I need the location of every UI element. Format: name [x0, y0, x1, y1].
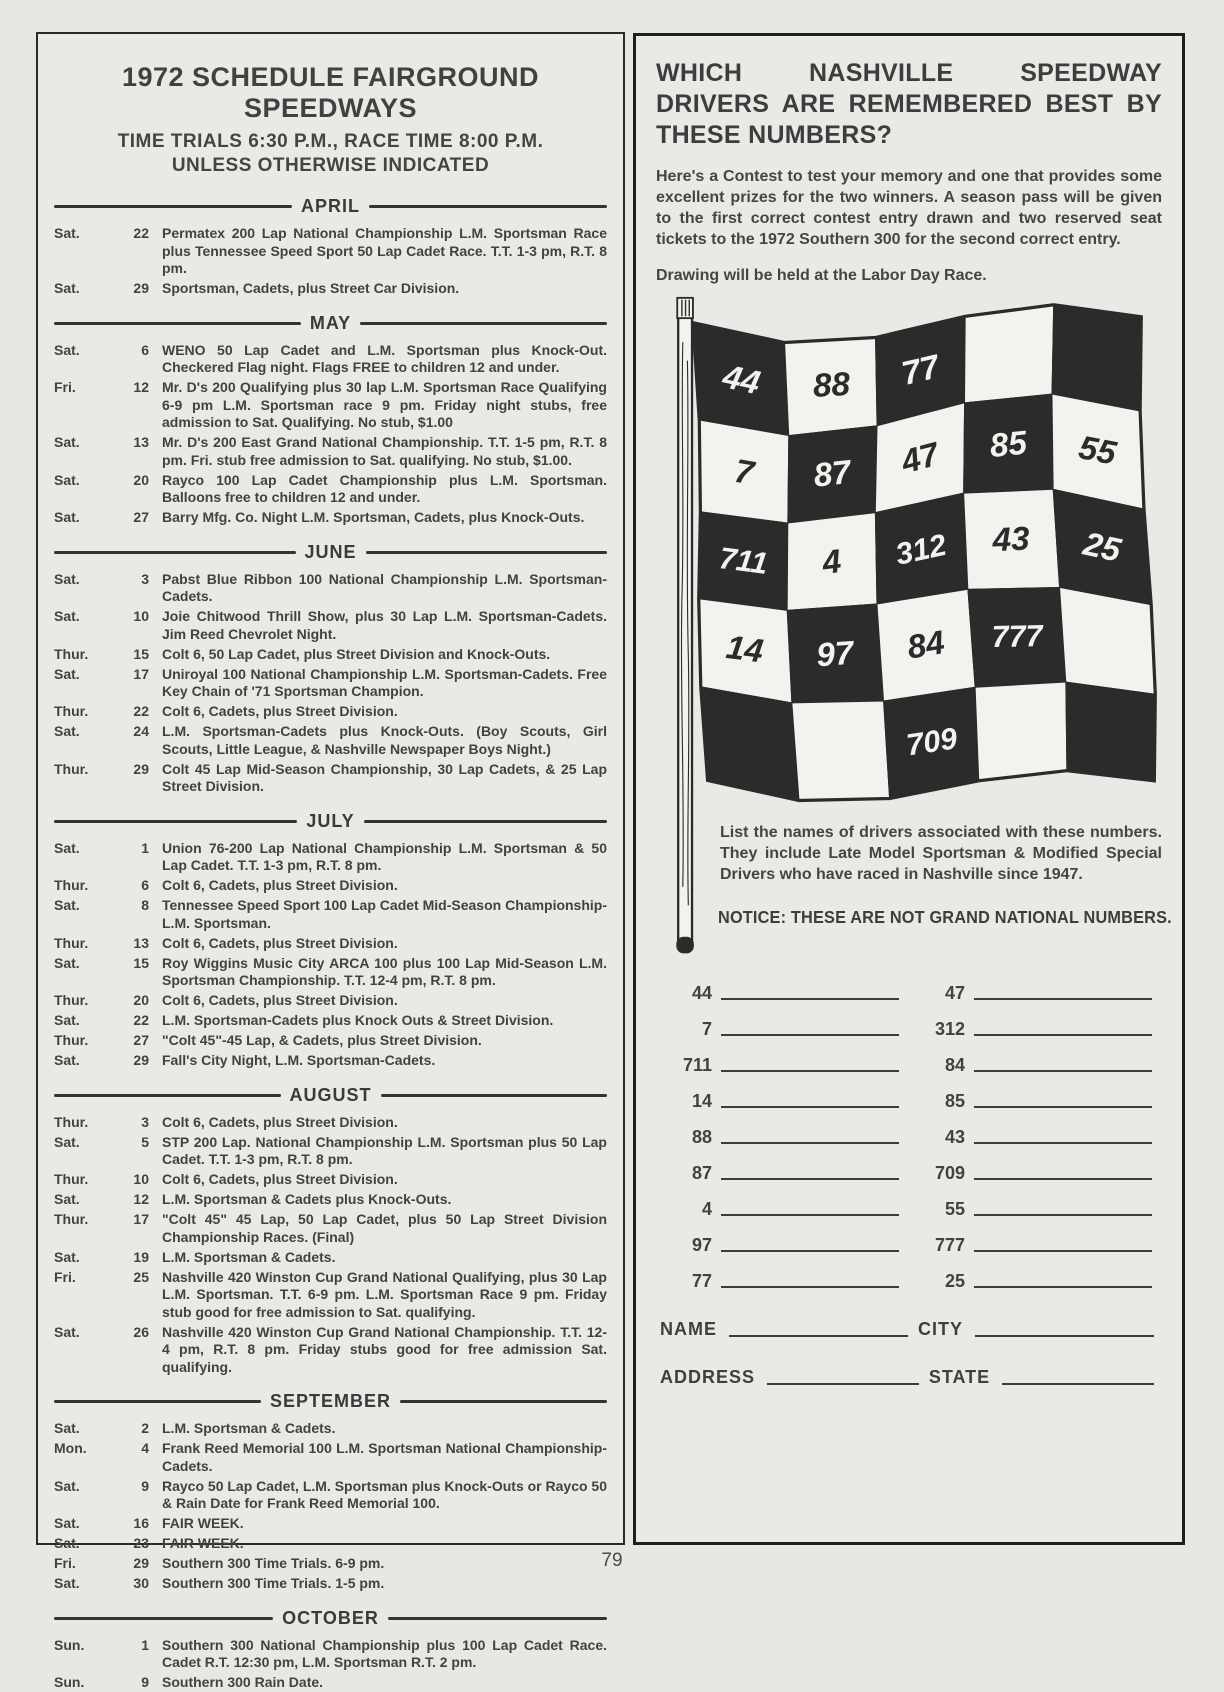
state-label: STATE — [928, 1367, 991, 1387]
schedule-event-row — [54, 723, 607, 758]
flag-number-47: 47 — [897, 436, 943, 482]
address-label: ADDRESS — [660, 1367, 756, 1387]
schedule-event-row — [54, 509, 607, 527]
contest-drawing-note: Drawing will be held at the Labor Day Race. — [656, 267, 987, 284]
schedule-event-row — [54, 571, 607, 606]
month-section-may — [54, 313, 607, 527]
flag-number-44: 44 — [719, 358, 764, 403]
flag-number-4: 4 — [820, 543, 844, 582]
event-day: Sat. — [54, 1052, 80, 1068]
flag-pole — [676, 298, 694, 954]
entry-row — [666, 1184, 1156, 1220]
schedule-event-row — [54, 472, 607, 507]
schedule-event-row — [54, 877, 607, 895]
flag-number-777: 777 — [991, 619, 1043, 655]
event-date: 23 — [133, 1535, 149, 1551]
event-date: 3 — [141, 1113, 149, 1130]
schedule-event-row — [54, 1114, 607, 1132]
month-divider — [54, 1391, 607, 1412]
entry-number: 711 — [682, 1055, 712, 1075]
event-date: 30 — [133, 1575, 149, 1591]
schedule-event-row — [54, 897, 607, 932]
event-description: Colt 6, Cadets, plus Street Division. — [162, 1171, 398, 1187]
schedule-event-row — [54, 379, 607, 432]
event-day: Thur. — [54, 877, 89, 893]
entry-blank-line — [974, 1250, 1152, 1252]
event-date: 22 — [133, 703, 149, 719]
event-day: Sat. — [54, 723, 80, 739]
schedule-event-row — [54, 935, 607, 953]
event-day: Sat. — [54, 509, 80, 525]
schedule-subtitle-note: UNLESS OTHERWISE INDICATED — [171, 155, 490, 176]
entry-number: 14 — [691, 1091, 712, 1111]
schedule-event-row — [54, 1032, 607, 1050]
schedule-event-row — [54, 1478, 607, 1513]
entry-row — [666, 1004, 1156, 1040]
event-date: 20 — [133, 471, 149, 488]
flag-number-43: 43 — [991, 520, 1031, 560]
event-description: Colt 6, Cadets, plus Street Division. — [162, 934, 398, 951]
event-date: 12 — [133, 1191, 149, 1207]
month-divider — [54, 1085, 607, 1106]
city-blank-line — [975, 1335, 1154, 1337]
event-day: Fri. — [54, 1555, 76, 1571]
event-date: 9 — [141, 1477, 149, 1494]
event-description: Southern 300 Time Trials. 6-9 pm. — [162, 1555, 385, 1571]
event-day: Sat. — [54, 280, 80, 296]
entry-blank-line — [974, 1034, 1152, 1036]
entry-number: 44 — [691, 983, 712, 1003]
event-date: 22 — [133, 1012, 149, 1028]
event-description: Colt 6, Cadets, plus Street Division. — [162, 1113, 398, 1130]
event-date: 1 — [141, 839, 149, 856]
event-description: Nashville 420 Winston Cup Grand National Championship. T.T. 12-4 pm, R.T. 8 pm. Friday stubs good for free admission Sat. qualifying. — [162, 1323, 607, 1375]
event-date: 17 — [133, 1211, 149, 1227]
event-description: Southern 300 Time Trials. 1-5 pm. — [162, 1575, 385, 1591]
month-divider — [54, 1608, 607, 1629]
schedule-event-row — [54, 1674, 607, 1692]
entry-number: 43 — [944, 1127, 965, 1147]
schedule-event-row — [54, 1171, 607, 1189]
event-date: 12 — [133, 379, 149, 395]
event-date: 4 — [141, 1440, 149, 1456]
event-description: Colt 6, Cadets, plus Street Division. — [162, 992, 398, 1008]
divider-line — [54, 820, 297, 823]
event-day: Sat. — [54, 434, 80, 450]
schedule-event-row — [54, 1440, 607, 1475]
event-day: Sat. — [54, 1535, 80, 1551]
flag-number-88: 88 — [812, 365, 851, 405]
form-row-address-state — [660, 1367, 1154, 1388]
divider-line — [360, 322, 607, 325]
flag-number-312: 312 — [892, 527, 950, 572]
event-day: Thur. — [54, 645, 89, 662]
event-description: FAIR WEEK. — [162, 1535, 244, 1551]
schedule-months — [54, 196, 607, 1692]
event-description: Joie Chitwood Thrill Show, plus 30 Lap L.M. Sportsman-Cadets. Jim Reed Chevrolet Night. — [162, 608, 607, 642]
schedule-event-row — [54, 1249, 607, 1267]
entry-blank-line — [974, 1106, 1152, 1108]
event-description: Uniroyal 100 National Championship L.M. Sportsman-Cadets. Free Key Chain of '71 Sportsman Champion. — [162, 665, 607, 699]
entry-blank-line — [974, 1070, 1152, 1072]
event-day: Thur. — [54, 1032, 89, 1048]
event-date: 29 — [133, 1555, 149, 1571]
schedule-event-row — [54, 608, 607, 643]
event-day: Thur. — [54, 1211, 89, 1227]
event-date: 20 — [133, 992, 149, 1008]
event-day: Thur. — [54, 703, 89, 719]
event-day: Thur. — [54, 1113, 89, 1130]
flag-number-709: 709 — [904, 721, 960, 763]
entry-blank-line — [974, 998, 1152, 1000]
form-row-name-city — [660, 1319, 1154, 1340]
event-description: L.M. Sportsman-Cadets plus Knock-Outs. (Boy Scouts, Girl Scouts, Little League, & Nashville Newspaper Boys Night.) — [162, 723, 607, 757]
event-description: Mr. D's 200 Qualifying plus 30 lap L.M. Sportsman Race Qualifying 6-9 pm L.M. Sportsman race 9 pm. Friday night stubs, free admission to Sat. Qualifying. No stub, $1.00 — [162, 379, 607, 430]
month-name: JULY — [306, 810, 355, 831]
schedule-event-row — [54, 1637, 607, 1672]
entry-blank-line — [974, 1214, 1152, 1216]
schedule-event-row — [54, 1324, 607, 1377]
schedule-event-row — [54, 992, 607, 1010]
event-day: Sat. — [54, 839, 80, 856]
contest-title: WHICH NASHVILLE SPEEDWAY DRIVERS ARE REMEMBERED BEST BY THESE NUMBERS? — [656, 59, 1162, 149]
event-day: Sat. — [54, 897, 80, 913]
event-date: 29 — [133, 1052, 149, 1068]
event-date: 3 — [141, 570, 149, 587]
entry-number: 87 — [691, 1163, 712, 1183]
event-description: Tennessee Speed Sport 100 Lap Cadet Mid-Season Championship-L.M. Sportsman. — [162, 897, 607, 931]
entry-number: 55 — [944, 1199, 965, 1219]
event-description: Permatex 200 Lap National Championship L.M. Sportsman Race plus Tennessee Speed Sport 50 Lap Cadet Race. T.T. 1-3 pm, R.T. 8 pm. — [162, 225, 607, 276]
divider-line — [400, 1400, 607, 1403]
entry-blank-line — [721, 998, 899, 1000]
schedule-event-row — [54, 840, 607, 875]
entry-row — [666, 968, 1156, 1004]
event-day: Sat. — [54, 341, 80, 358]
event-day: Sat. — [54, 225, 80, 241]
contest-notice: NOTICE: THESE ARE NOT GRAND NATIONAL NUMBERS. — [718, 907, 1172, 927]
contest-intro-paragraph: Here's a Contest to test your memory and one that provides some excellent prizes for the two winners. A season pass will be given to the first correct contest entry drawn and two reserved seat tickets to the 1972 Southern 300 for the second correct entry. — [656, 168, 1162, 248]
event-description: Roy Wiggins Music City ARCA 100 plus 100 Lap Mid-Season L.M. Sportsman Championship. T.T. 12-4 pm, R.T. 8 pm. — [162, 954, 607, 988]
contest-instructions: List the names of drivers associated with these numbers. They include Late Model Sportsman & Modified Special Drivers who have raced in Nashville since 1947. — [720, 824, 1162, 883]
pole-top-fringe — [677, 298, 693, 318]
event-description: Barry Mfg. Co. Night L.M. Sportsman, Cadets, plus Knock-Outs. — [162, 509, 585, 525]
month-section-april — [54, 196, 607, 298]
event-description: L.M. Sportsman & Cadets. — [162, 1420, 336, 1436]
entry-blank-line — [721, 1214, 899, 1216]
entry-row — [666, 1112, 1156, 1148]
divider-line — [54, 1094, 281, 1097]
month-divider — [54, 313, 607, 334]
schedule-event-row — [54, 1575, 607, 1593]
event-description: Colt 6, Cadets, plus Street Division. — [162, 703, 398, 719]
entry-blank-line — [974, 1142, 1152, 1144]
month-name: SEPTEMBER — [269, 1391, 392, 1411]
event-date: 6 — [141, 877, 149, 893]
month-name: AUGUST — [289, 1084, 372, 1105]
schedule-event-row — [54, 1211, 607, 1246]
address-blank-line — [767, 1383, 919, 1385]
event-day: Sat. — [54, 1515, 80, 1531]
event-day: Sat. — [54, 1133, 80, 1150]
entry-number: 25 — [944, 1271, 965, 1291]
event-date: 15 — [133, 645, 149, 662]
event-day: Sat. — [54, 1248, 80, 1265]
entry-blank-line — [974, 1286, 1152, 1288]
event-date: 9 — [141, 1674, 149, 1690]
event-description: Colt 6, 50 Lap Cadet, plus Street Division and Knock-Outs. — [162, 645, 551, 662]
event-description: "Colt 45" 45 Lap, 50 Lap Cadet, plus 50 Lap Street Division Championship Races. (Final) — [162, 1211, 607, 1245]
event-date: 22 — [133, 225, 149, 241]
entry-number: 7 — [701, 1019, 712, 1039]
contest-panel — [633, 33, 1185, 1545]
flag-number-87: 87 — [811, 453, 853, 495]
schedule-event-row — [54, 1191, 607, 1209]
schedule-event-row — [54, 1012, 607, 1030]
event-date: 25 — [133, 1268, 149, 1285]
page-number: 79 — [601, 1550, 623, 1571]
entry-number: 85 — [944, 1091, 965, 1111]
flag-number-14: 14 — [723, 628, 766, 671]
entry-blank-line — [721, 1286, 899, 1288]
event-date: 10 — [133, 1171, 149, 1187]
event-date: 29 — [133, 760, 149, 777]
schedule-event-row — [54, 646, 607, 664]
entry-blank-line — [974, 1178, 1152, 1180]
event-date: 6 — [141, 341, 149, 358]
event-description: Sportsman, Cadets, plus Street Car Division. — [162, 280, 460, 296]
entry-number: 84 — [944, 1055, 965, 1075]
event-date: 16 — [133, 1515, 149, 1531]
event-date: 15 — [133, 954, 149, 971]
event-date: 1 — [141, 1636, 149, 1653]
event-day: Sat. — [54, 608, 80, 624]
event-day: Sun. — [54, 1636, 85, 1653]
event-day: Sat. — [54, 1420, 80, 1436]
event-day: Sat. — [54, 1575, 80, 1591]
schedule-event-row — [54, 342, 607, 377]
event-day: Sat. — [54, 471, 80, 488]
flag-number-84: 84 — [904, 624, 948, 667]
event-date: 24 — [133, 723, 149, 739]
event-description: Colt 6, Cadets, plus Street Division. — [162, 877, 398, 893]
entry-row — [666, 1220, 1156, 1256]
flag-number-7: 7 — [731, 452, 757, 493]
schedule-subtitle-times: TIME TRIALS 6:30 P.M., RACE TIME 8:00 P.M. — [117, 131, 544, 152]
event-date: 2 — [141, 1420, 149, 1436]
entry-row — [666, 1148, 1156, 1184]
divider-line — [54, 1617, 273, 1620]
event-date: 17 — [133, 665, 149, 682]
entry-blank-line — [721, 1142, 899, 1144]
schedule-event-row — [54, 1052, 607, 1070]
entry-row — [666, 1040, 1156, 1076]
schedule-event-row — [54, 703, 607, 721]
schedule-event-row — [54, 955, 607, 990]
month-divider — [54, 811, 607, 832]
divider-line — [54, 205, 292, 208]
event-description: Colt 45 Lap Mid-Season Championship, 30 Lap Cadets, & 25 Lap Street Division. — [162, 760, 607, 794]
event-day: Mon. — [54, 1440, 87, 1456]
event-day: Sat. — [54, 1477, 80, 1494]
event-day: Sat. — [54, 1323, 80, 1340]
month-name: OCTOBER — [282, 1607, 379, 1628]
flag-number-97: 97 — [815, 634, 855, 675]
schedule-event-row — [54, 1269, 607, 1322]
event-date: 27 — [133, 509, 149, 525]
schedule-event-row — [54, 280, 607, 298]
schedule-event-row — [54, 1134, 607, 1169]
entry-row — [666, 1076, 1156, 1112]
city-label: CITY — [918, 1319, 964, 1339]
month-section-october — [54, 1608, 607, 1692]
month-name: APRIL — [301, 196, 360, 216]
event-description: Frank Reed Memorial 100 L.M. Sportsman National Championship-Cadets. — [162, 1440, 607, 1474]
flag-number-77: 77 — [898, 348, 943, 393]
entry-blank-line — [721, 1070, 899, 1072]
entry-number: 709 — [934, 1163, 965, 1183]
divider-line — [54, 551, 296, 554]
entry-blank-line — [721, 1250, 899, 1252]
contest-entry-rows — [666, 968, 1156, 1292]
event-day: Thur. — [54, 934, 89, 951]
event-day: Thur. — [54, 1171, 89, 1187]
month-section-july — [54, 811, 607, 1070]
flag-number-711: 711 — [717, 541, 770, 581]
event-description: Southern 300 Rain Date. — [162, 1674, 324, 1690]
month-divider — [54, 196, 607, 217]
event-day: Sat. — [54, 570, 80, 587]
event-description: L.M. Sportsman & Cadets plus Knock-Outs. — [162, 1191, 452, 1207]
entry-number: 47 — [944, 983, 965, 1003]
event-date: 27 — [133, 1032, 149, 1048]
event-day: Thur. — [54, 992, 89, 1008]
month-divider — [54, 542, 607, 563]
name-label: NAME — [660, 1319, 717, 1339]
schedule-title: 1972 SCHEDULE FAIRGROUND SPEEDWAYS — [121, 62, 540, 123]
schedule-event-row — [54, 1515, 607, 1533]
entry-number: 312 — [934, 1019, 965, 1039]
month-name: MAY — [309, 312, 352, 333]
event-description: Nashville 420 Winston Cup Grand National Qualifying, plus 30 Lap L.M. Sportsman. T.T. 6-9 pm. L.M. Sportsman Race 9 pm. Friday stub good for free admission to Sat. qualifying. — [162, 1268, 607, 1320]
entry-number: 88 — [691, 1127, 712, 1147]
event-description: Rayco 50 Lap Cadet, L.M. Sportsman plus Knock-Outs or Rayco 50 & Rain Date for Frank Reed Memorial 100. — [162, 1477, 607, 1511]
flag-number-25: 25 — [1079, 525, 1124, 570]
event-date: 5 — [141, 1133, 149, 1150]
entry-blank-line — [721, 1178, 899, 1180]
event-date: 8 — [141, 897, 149, 913]
event-description: Rayco 100 Lap Cadet Championship plus L.M. Sportsman. Balloons free to children 12 and under. — [162, 471, 607, 505]
event-description: L.M. Sportsman & Cadets. — [162, 1248, 336, 1265]
event-date: 29 — [133, 280, 149, 296]
event-day: Sat. — [54, 665, 80, 682]
month-section-june — [54, 542, 607, 796]
event-date: 10 — [133, 608, 149, 624]
event-description: "Colt 45"-45 Lap, & Cadets, plus Street Division. — [162, 1032, 482, 1048]
event-day: Fri. — [54, 379, 76, 395]
divider-line — [388, 1617, 607, 1620]
event-day: Thur. — [54, 760, 89, 777]
event-description: Mr. D's 200 East Grand National Championship. T.T. 1-5 pm, R.T. 8 pm. Fri. stub free admission to Sat. qualifying. No stub, $1.00. — [162, 434, 607, 468]
entry-blank-line — [721, 1106, 899, 1108]
schedule-event-row — [54, 434, 607, 469]
month-section-august — [54, 1085, 607, 1377]
entry-number: 77 — [691, 1271, 712, 1291]
schedule-event-row — [54, 225, 607, 278]
flag-number-55: 55 — [1075, 429, 1119, 473]
event-description: STP 200 Lap. National Championship L.M. Sportsman plus 50 Lap Cadet. T.T. 1-3 pm, R.T. 8 pm. — [162, 1133, 607, 1167]
state-blank-line — [1002, 1383, 1154, 1385]
event-date: 19 — [133, 1248, 149, 1265]
event-day: Sat. — [54, 954, 80, 971]
divider-line — [54, 322, 301, 325]
event-description: L.M. Sportsman-Cadets plus Knock Outs & Street Division. — [162, 1012, 554, 1028]
event-date: 26 — [133, 1323, 149, 1340]
divider-line — [364, 820, 607, 823]
event-day: Sun. — [54, 1674, 85, 1690]
name-blank-line — [729, 1335, 908, 1337]
entry-blank-line — [721, 1034, 899, 1036]
flag-number-85: 85 — [988, 424, 1029, 466]
divider-line — [381, 1094, 608, 1097]
schedule-event-row — [54, 761, 607, 796]
schedule-event-row — [54, 1420, 607, 1438]
event-description: Fall's City Night, L.M. Sportsman-Cadets. — [162, 1052, 436, 1068]
event-day: Sat. — [54, 1191, 80, 1207]
event-date: 13 — [133, 434, 149, 450]
event-description: FAIR WEEK. — [162, 1515, 244, 1531]
event-description: Pabst Blue Ribbon 100 National Championship L.M. Sportsman-Cadets. — [162, 570, 607, 604]
event-description: Union 76-200 Lap National Championship L.M. Sportsman & 50 Lap Cadet. T.T. 1-3 pm, R.T. 8 pm. — [162, 839, 607, 873]
divider-line — [369, 205, 607, 208]
event-day: Sat. — [54, 1012, 80, 1028]
entry-number: 97 — [691, 1235, 712, 1255]
schedule-event-row — [54, 666, 607, 701]
month-name: JUNE — [304, 541, 357, 562]
divider-line — [366, 551, 608, 554]
entry-number: 777 — [934, 1235, 965, 1255]
divider-line — [54, 1400, 261, 1403]
event-date: 13 — [133, 934, 149, 951]
entry-row — [666, 1256, 1156, 1292]
entry-number: 4 — [701, 1199, 712, 1219]
event-description: Southern 300 National Championship plus 100 Lap Cadet Race. Cadet R.T. 12:30 pm, L.M. Sportsman R.T. 2 pm. — [162, 1636, 607, 1670]
event-description: WENO 50 Lap Cadet and L.M. Sportsman plus Knock-Out. Checkered Flag night. Flags FREE to children 12 and under. — [162, 341, 607, 375]
event-day: Fri. — [54, 1268, 76, 1285]
